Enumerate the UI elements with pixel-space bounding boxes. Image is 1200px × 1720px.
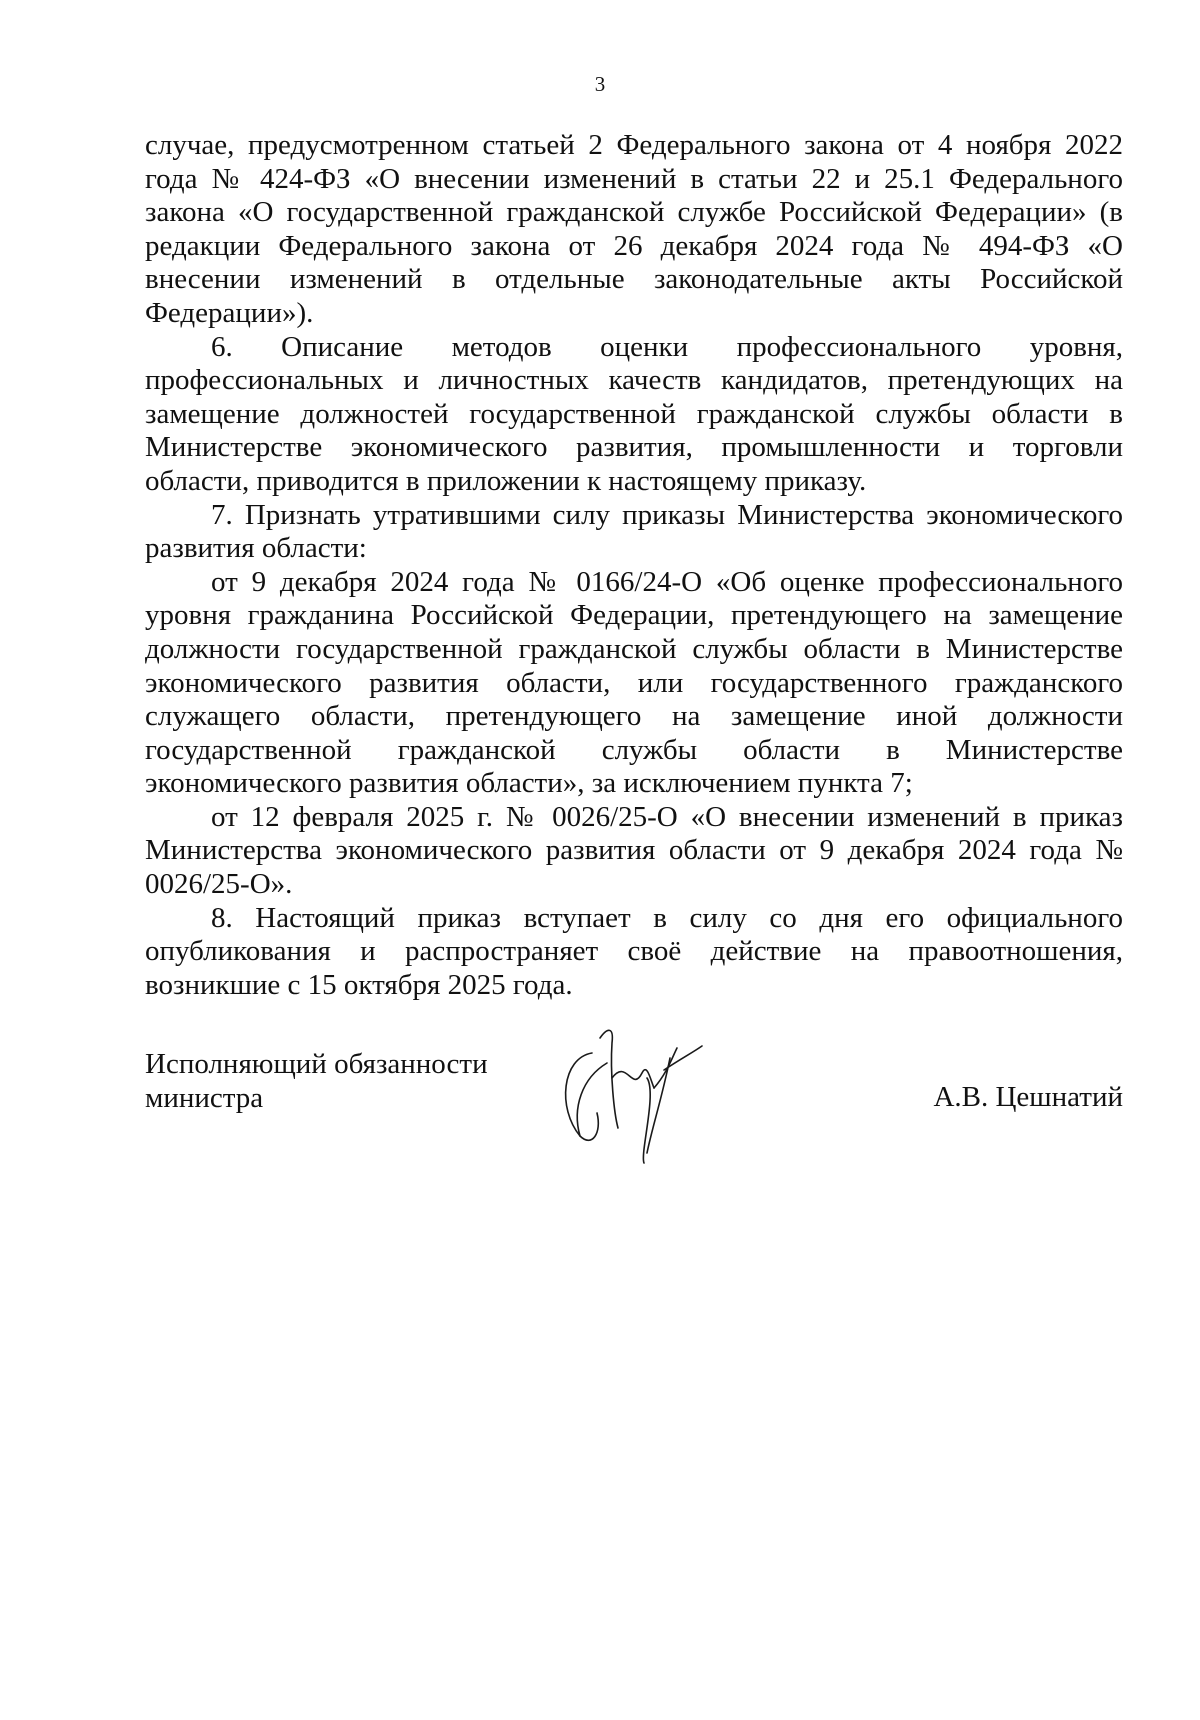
signatory-position-line-2: министра [145, 1082, 264, 1114]
page-number: 3 [594, 72, 606, 96]
paragraph-item-8: 8. Настоящий приказ вступает в силу со дня его официального опубликования и распространяет своё действие на правоотношения, возникшие с 15 октября 2025 года. [145, 901, 1123, 1001]
paragraph-item-7: 7. Признать утратившими силу приказы Министерства экономического развития области: [145, 498, 1123, 565]
paragraph-repealed-order-1: от 9 декабря 2024 года № 0166/24-О «Об оценке профессионального уровня гражданина Российской Федерации, претендующего на замещение должности государственной гражданской службы области в Министерстве экономического развития области, или государственного гражданского служащего области, претендующего на замещение иной должности государственной гражданской службы области в Министерстве экономического развития области», за исключением пункта 7; [145, 565, 1123, 800]
signatory-position [145, 1047, 488, 1115]
signatory-position-line-1: Исполняющий обязанности [145, 1048, 488, 1080]
paragraph-repealed-order-2: от 12 февраля 2025 г. № 0026/25-О «О внесении изменений в приказ Министерства экономического развития области от 9 декабря 2024 года № 0026/25-О». [145, 800, 1123, 901]
handwritten-signature [552, 1018, 732, 1168]
document-body [145, 129, 1123, 1002]
paragraph-continuation: случае, предусмотренном статьей 2 Федерального закона от 4 ноября 2022 года № 424-ФЗ «О внесении изменений в статьи 22 и 25.1 Федерального закона «О государственной гражданской службе Российской Федерации» (в редакции Федерального закона от 26 декабря 2024 года № 494-ФЗ «О внесении изменений в отдельные законодательные акты Российской Федерации»). [145, 129, 1123, 329]
paragraph-item-6: 6. Описание методов оценки профессионального уровня, профессиональных и личностных качеств кандидатов, претендующих на замещение должностей государственной гражданской службы области в Министерстве экономического развития, промышленности и торговли области, приводится в приложении к настоящему приказу. [145, 330, 1123, 497]
signatory-name: А.В. Цешнатий [933, 1081, 1123, 1113]
